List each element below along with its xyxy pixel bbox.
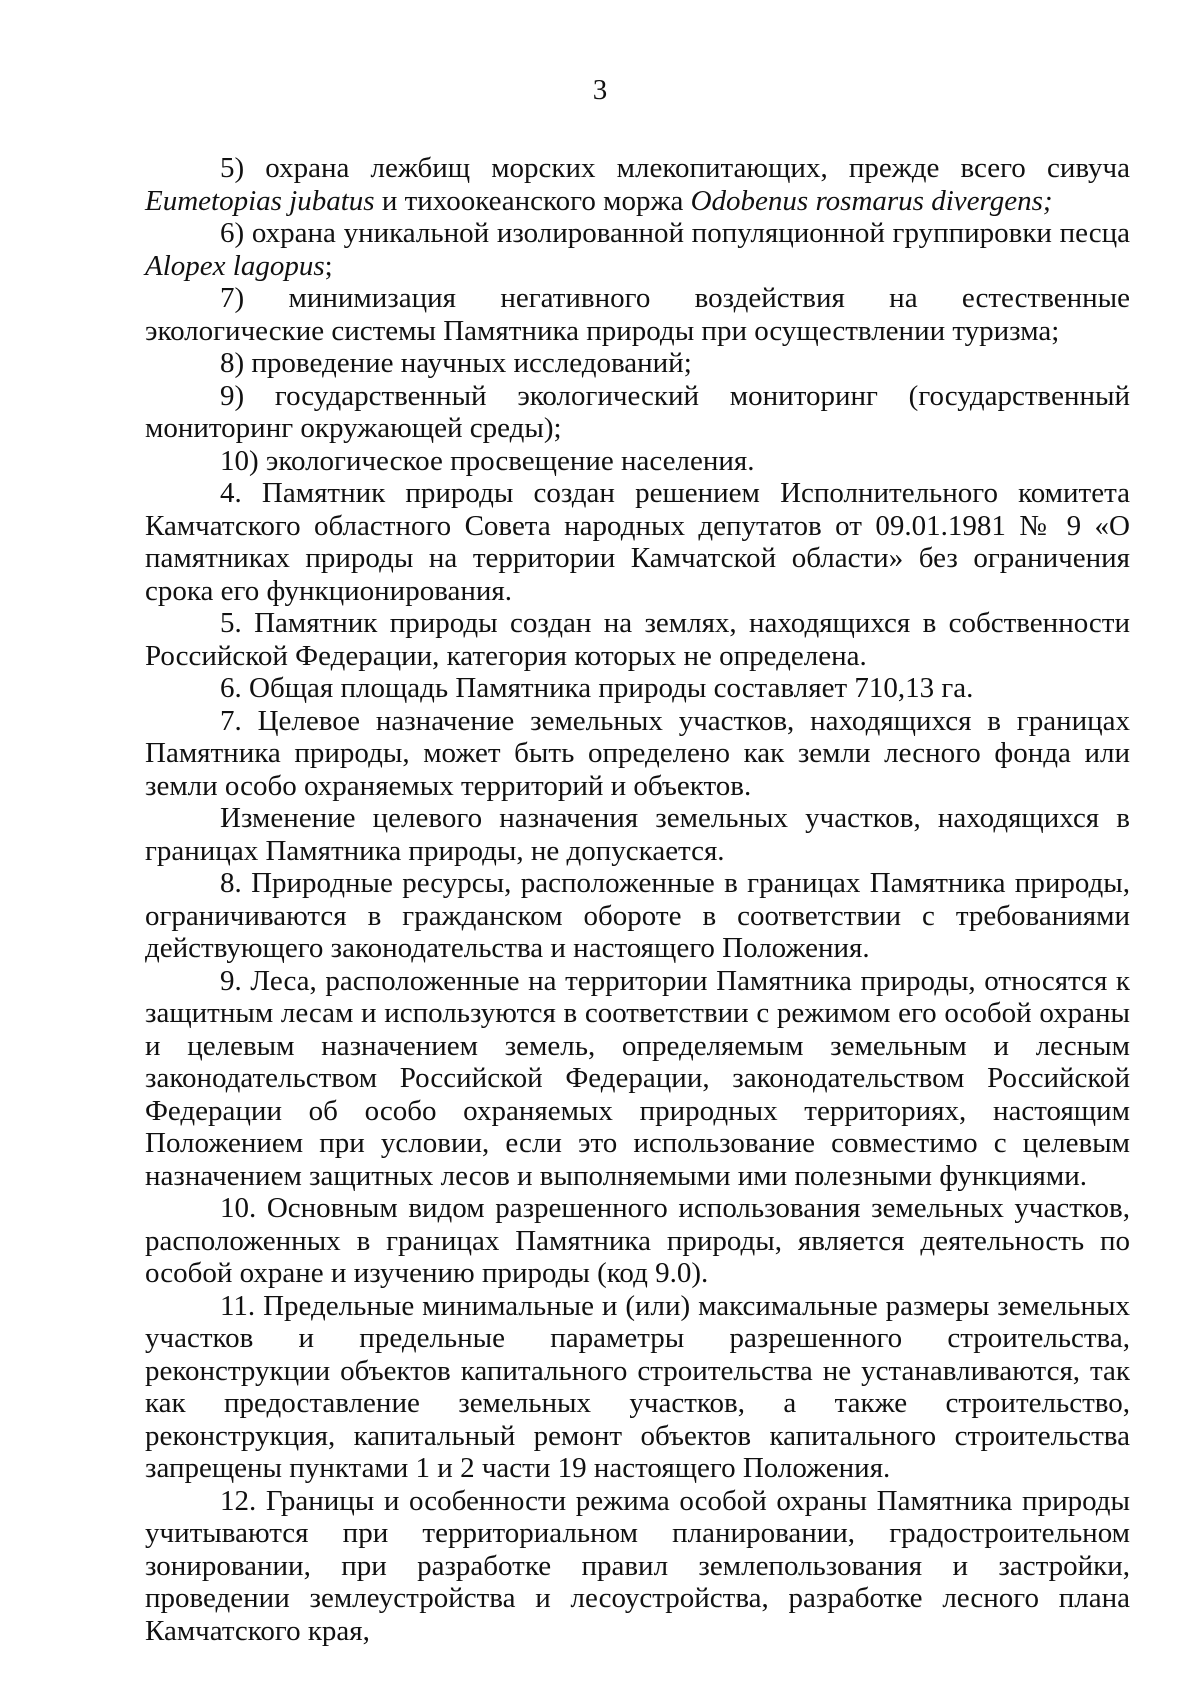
paragraph-item-8 (145, 347, 1130, 380)
species-name-sea-lion: Eumetopias jubatus (145, 184, 375, 217)
paragraph-text: Изменение целевого назначения земельных участков, находящихся в границах Памятника природы, не допускается. (145, 802, 1130, 867)
species-name-walrus: Odobenus rosmarus divergens; (690, 184, 1053, 217)
paragraph-text: 10. Основным видом разрешенного использования земельных участков, расположенных в границах Памятника природы, является деятельность по особой охране и изучению природы (код 9.0). (145, 1192, 1130, 1289)
paragraph-text: 7) минимизация негативного воздействия на естественные экологические системы Памятника природы при осуществлении туризма; (145, 282, 1130, 347)
document-body (145, 152, 1130, 1647)
paragraph-section-7-change (145, 802, 1130, 867)
paragraph-section-10 (145, 1192, 1130, 1290)
paragraph-item-10 (145, 445, 1130, 478)
paragraph-text: и тихоокеанского моржа (374, 184, 691, 217)
paragraph-item-7 (145, 282, 1130, 347)
paragraph-section-4 (145, 477, 1130, 607)
paragraph-section-8 (145, 867, 1130, 965)
page-number: 3 (592, 74, 608, 106)
paragraph-text: 9. Леса, расположенные на территории Памятника природы, относятся к защитным лесам и используются в соответствии с режимом его особой охраны и целевым назначением земель, определяемым земельным и лесным законодательством Российской Федерации, законодательством Российской Федерации об особо охраняемых природных территориях, настоящим Положением при условии, если это использование совместимо с целевым назначением защитных лесов и выполняемыми ими полезными функциями. (145, 964, 1130, 1192)
paragraph-text: 10) экологическое просвещение населения. (220, 444, 755, 477)
paragraph-text: 12. Границы и особенности режима особой охраны Памятника природы учитываются при территориальном планировании, градостроительном зонировании, при разработке правил землепользования и застройки, проведении землеустройства и лесоустройства, разработке лесного плана Камчатского края, (145, 1484, 1130, 1647)
paragraph-text: 9) государственный экологический мониторинг (государственный мониторинг окружающей среды); (145, 379, 1130, 444)
paragraph-text: 4. Памятник природы создан решением Исполнительного комитета Камчатского областного Совета народных депутатов от 09.01.1981 № 9 «О памятниках природы на территории Камчатской области» без ограничения срока его функционирования. (145, 477, 1130, 607)
paragraph-item-9 (145, 380, 1130, 445)
paragraph-section-12 (145, 1485, 1130, 1648)
paragraph-section-11 (145, 1290, 1130, 1485)
paragraph-text: 5. Памятник природы создан на землях, находящихся в собственности Российской Федерации, категория которых не определена. (145, 607, 1130, 672)
paragraph-text: ; (324, 249, 333, 282)
paragraph-item-5 (145, 152, 1130, 217)
paragraph-section-9 (145, 965, 1130, 1193)
paragraph-text: 11. Предельные минимальные и (или) максимальные размеры земельных участков и предельные параметры разрешенного строительства, реконструкции объектов капитального строительства не устанавливаются, так как предоставление земельных участков, а также строительство, реконструкция, капитальный ремонт объектов капитального строительства запрещены пунктами 1 и 2 части 19 настоящего Положения. (145, 1289, 1130, 1484)
paragraph-text: 6) охрана уникальной изолированной популяционной группировки песца (220, 217, 1130, 249)
paragraph-section-6 (145, 672, 1130, 705)
paragraph-text: 8) проведение научных исследований; (220, 347, 692, 379)
paragraph-text: 6. Общая площадь Памятника природы составляет 710,13 га. (220, 672, 974, 704)
paragraph-section-5 (145, 607, 1130, 672)
paragraph-text: 5) охрана лежбищ морских млекопитающих, прежде всего сивуча (220, 152, 1130, 184)
species-name-arctic-fox: Alopex lagopus (145, 249, 325, 282)
paragraph-section-7 (145, 705, 1130, 803)
paragraph-text: 7. Целевое назначение земельных участков, находящихся в границах Памятника природы, может быть определено как земли лесного фонда или земли особо охраняемых территорий и объектов. (145, 704, 1130, 802)
paragraph-item-6 (145, 217, 1130, 282)
paragraph-text: 8. Природные ресурсы, расположенные в границах Памятника природы, ограничиваются в гражданском обороте в соответствии с требованиями действующего законодательства и настоящего Положения. (145, 867, 1130, 964)
